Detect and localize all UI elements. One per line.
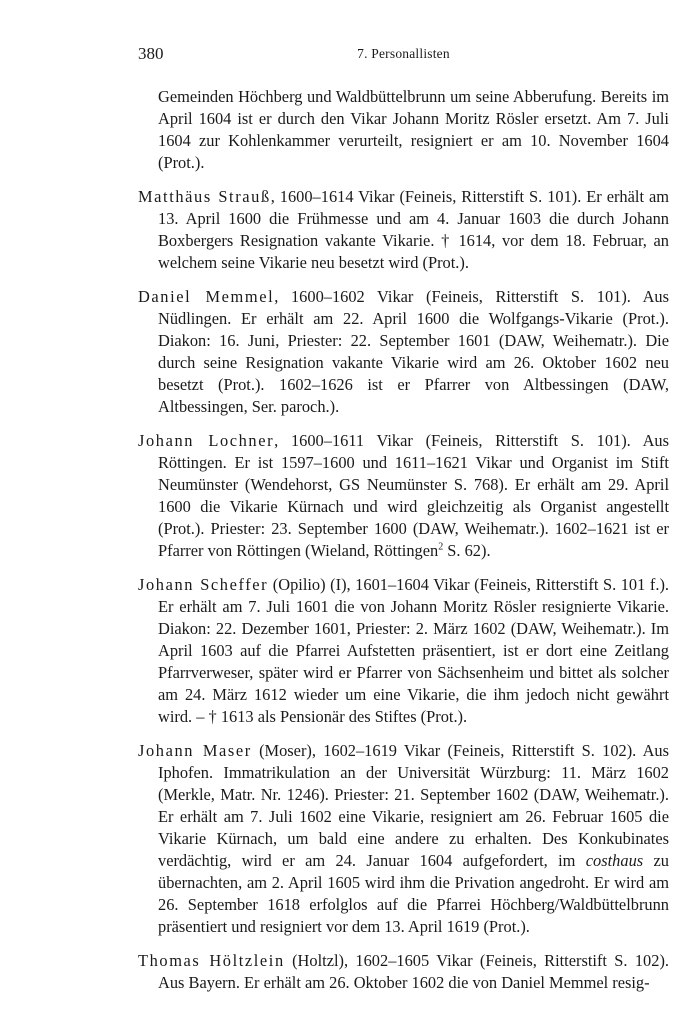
entry-text: (Opilio) (I), 1601–1604 Vikar (Feineis, Ritterstift S. 101 f.). Er erhält am 7. Juli 1601 die von Johann Moritz Rösler resignierte Vikarie. Diakon: 22. Dezember 1601, Priester: 2. März 1602 (DAW, Weihematr.). Im April 1603 auf die Pfarrei Aufstetten präsentiert, ist er dort eine Zeitlang Pfarrverweser, später wird er Pfarrer von Sächsenheim und bittet als solcher am 24. März 1612 wieder um eine Vikarie, die ihm jedoch nicht gewährt wird. – † 1613 als Pensionär des Stiftes (Prot.). [158,575,670,726]
entry-name: Thomas Höltzlein [138,951,285,970]
entry-text: (Holtzl), 1602–1605 Vikar (Feineis, Ritterstift S. 102). Aus Bayern. Er erhält am 26. Oktober 1602 die von Daniel Memmel resig- [158,951,670,992]
entry-name: Johann Lochner [138,431,275,450]
italic-term: costhaus [585,851,644,870]
entry-name: Matthäus Strauß [138,187,271,206]
entry-memmel [138,286,669,418]
entry-name: Johann Maser [138,741,252,760]
entry-name: Daniel Memmel [138,287,275,306]
continuation-paragraph: Gemeinden Höchberg und Waldbüttelbrunn um seine Abberufung. Bereits im April 1604 ist er durch den Vikar Johann Moritz Rösler ersetzt. Am 7. Juli 1604 zur Kohlenkammer verurteilt, resigniert er am 10. November 1604 (Prot.). [158,87,669,172]
running-head: 7. Personallisten [357,46,450,61]
entry-text: , 1600–1602 Vikar (Feineis, Ritterstift S. 101). Aus Nüdlingen. Er erhält am 22. April 1600 die Wolfgangs-Vikarie (Prot.). Diakon: 16. Juni, Priester: 22. September 1601 (DAW, Weihematr.). Die durch seine Resignation vakante Vikarie wird am 26. Oktober 1602 neu besetzt (Prot.). 1602–1626 ist er Pfarrer von Altbessingen (DAW, Altbessingen, Ser. paroch.). [158,287,670,416]
footnote-superscript: 2 [438,541,444,553]
entry-strauss [138,186,669,274]
entry-lochner [138,430,669,562]
entry-text-continued: S. 62). [443,541,491,560]
page-header [138,44,669,72]
entry-scheffer [138,574,669,728]
entry-name: Johann Scheffer [138,575,269,594]
entry-text: , 1600–1611 Vikar (Feineis, Ritterstift S. 101). Aus Röttingen. Er ist 1597–1600 und 1611–1621 Vikar und Organist im Stift Neumünster (Wendehorst, GS Neumünster S. 768). Er erhält am 29. April 1600 die Vikarie Kürnach und wird gleichzeitig als Organist angestellt (Prot.). Priester: 23. September 1600 (DAW, Weihematr.). 1602–1621 ist er Pfarrer von Röttingen (Wieland, Röttingen [158,431,669,560]
entry-text: (Moser), 1602–1619 Vikar (Feineis, Ritterstift S. 102). Aus Iphofen. Immatrikulation an der Universität Würzburg: 11. März 1602 (Merkle, Matr. Nr. 1246). Priester: 21. September 1602 (DAW, Weihematr.). Er erhält am 7. Juli 1602 eine Vikarie, resigniert am 26. Februar 1605 die Vikarie Kürnach, um bald eine andere zu erhalten. Des Konkubinates verdächtig, wird er am 24. Januar 1604 aufgefordert, im [158,741,670,870]
entry-text: , 1600–1614 Vikar (Feineis, Ritterstift S. 101). Er erhält am 13. April 1600 die Frühmesse und am 4. Januar 1603 die durch Johann Boxbergers Resignation vakante Vikarie. † 1614, vor dem 18. Februar, an welchem seine Vikarie neu besetzt wird (Prot.). [158,187,669,272]
entry-maser [138,740,669,938]
page-number: 380 [138,44,164,63]
document-page [138,44,669,1006]
entry-text-continued: zu übernachten, am 2. April 1605 wird ihm die Privation angedroht. Er wird am 26. September 1618 erfolglos auf die Pfarrei Höchberg/Waldbüttelbrunn präsentiert und resigniert vor dem 13. April 1619 (Prot.). [158,851,669,936]
entry-hoeltzlein [138,950,669,994]
